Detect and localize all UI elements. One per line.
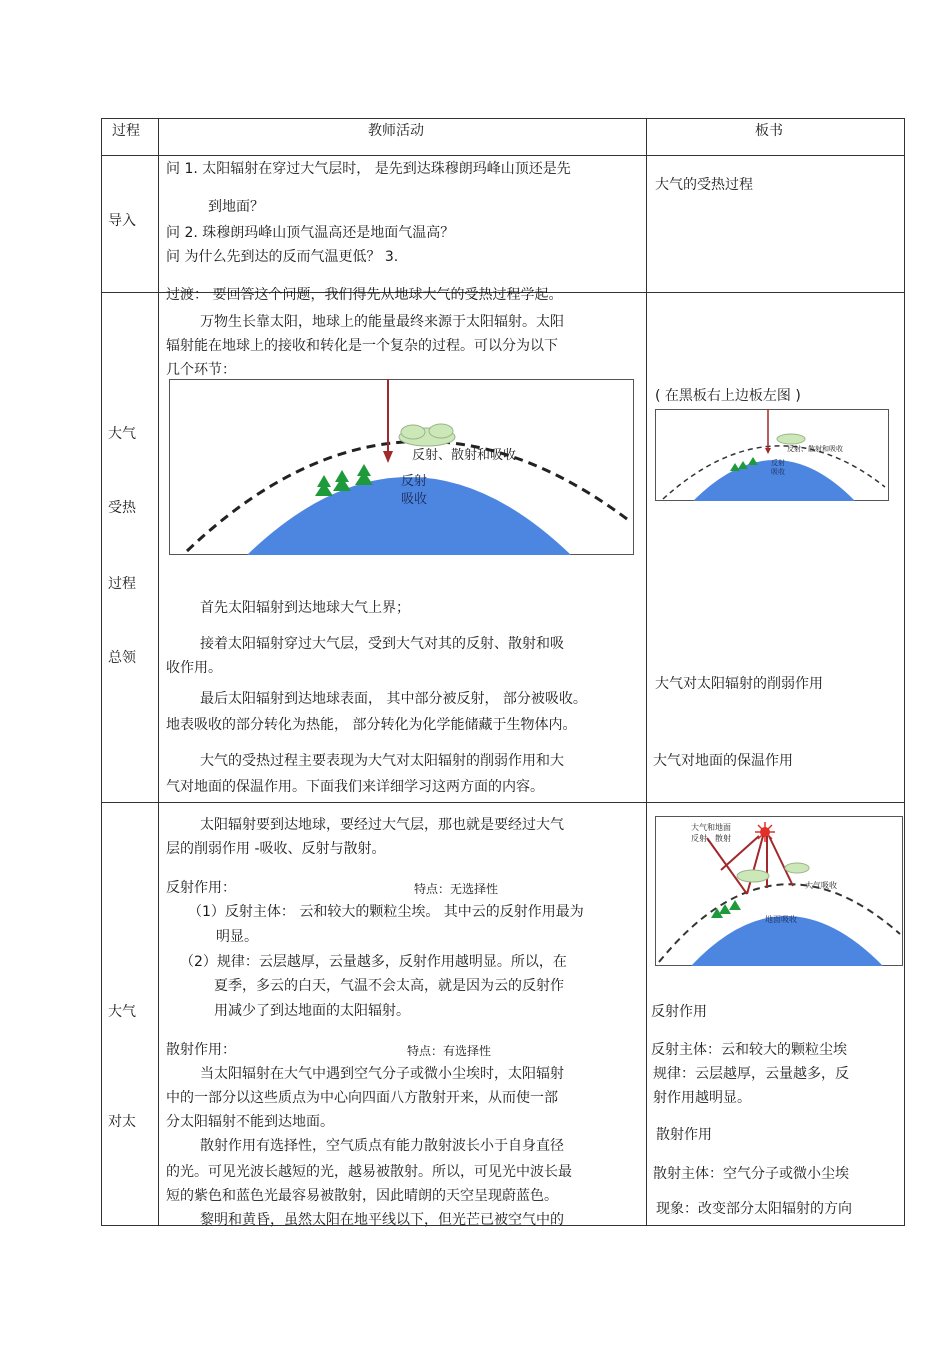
stage-row2-2: 受热: [108, 500, 136, 516]
scatter-line-6: 短的紫色和蓝色光最容易被散射，因此晴朗的天空呈现蔚蓝色。: [166, 1188, 558, 1204]
diagram-label-atmosphere: 反射、散射和吸收: [412, 448, 517, 463]
board-rule-2: 射作用越明显。: [653, 1090, 751, 1106]
intro-line-3: 几个环节：: [166, 362, 236, 378]
board-title: 大气的受热过程: [655, 177, 753, 193]
question-1: 问 1. 太阳辐射在穿过大气层时， 是先到达珠穆朗玛峰山顶还是先: [166, 161, 571, 177]
row3-intro-2: 层的削弱作用 -吸收、反射与散射。: [166, 841, 386, 857]
board-fig-label-3: 大气吸收: [805, 881, 837, 890]
board-diagram-label-absorb: 吸收: [771, 468, 785, 476]
diagram-label-absorb: 吸收: [401, 492, 428, 507]
scatter-line-4: 散射作用有选择性，空气质点有能力散射波长小于自身直径: [200, 1138, 564, 1154]
reflect-feature: 特点：无选择性: [414, 882, 499, 896]
reflect-item-2-cont-1: 夏季，多云的白天，气温不会太高，就是因为云的反射作: [214, 978, 564, 994]
reflect-item-2: （2）规律：云层越厚，云量越多，反射作用越明显。所以，在: [180, 954, 567, 970]
step-2: 接着太阳辐射穿过大气层，受到大气对其的反射、散射和吸: [200, 636, 564, 652]
reflect-item-1-cont: 明显。: [216, 929, 258, 945]
stage-row3-2: 对太: [108, 1114, 136, 1130]
question-3: 问 为什么先到达的反而气温更低？ 3.: [166, 249, 399, 265]
row3-intro-1: 太阳辐射要到达地球，要经过大气层，那也就是要经过大气: [200, 817, 564, 833]
scatter-feature: 特点：有选择性: [407, 1044, 492, 1058]
scatter-line-5: 的光。可见光波长越短的光，越易被散射。所以，可见光中波长最: [166, 1164, 572, 1180]
question-2: 问 2. 珠穆朗玛峰山顶气温高还是地面气温高？: [166, 225, 455, 241]
board-fig-label-4: 地面吸收: [765, 915, 797, 924]
scatter-line-2: 中的一部分以这些质点为中心向四面八方散射开来，从而使一部: [166, 1090, 558, 1106]
step-3: 最后太阳辐射到达地球表面， 其中部分被反射， 部分被吸收。: [200, 691, 587, 707]
intro-line-2: 辐射能在地球上的接收和转化是一个复杂的过程。可以分为以下: [166, 338, 558, 354]
transition-text: 过渡： 要回答这个问题，我们得先从地球大气的受热过程学起。: [166, 287, 563, 303]
board-diagram-label-atmosphere: 反射、散射和吸收: [787, 445, 843, 453]
stage-row2-4: 总领: [108, 650, 136, 666]
summary-line-1: 大气的受热过程主要表现为大气对太阳辐射的削弱作用和大: [200, 753, 564, 769]
header-process: 过程: [112, 123, 140, 139]
step-2-cont: 收作用。: [166, 660, 222, 676]
board-fig-label-1: 大气和地面: [691, 823, 731, 832]
board-reflect-main: 反射主体：云和较大的颗粒尘埃: [651, 1042, 847, 1058]
header-teacher-activity: 教师活动: [368, 123, 424, 139]
heating-process-diagram: [169, 379, 634, 555]
board-fig-label-2: 反射、散射: [691, 834, 731, 843]
board-weakening-diagram: [655, 816, 903, 966]
board-rule-1: 规律：云层越厚，云量越多，反: [653, 1066, 849, 1082]
reflect-title: 反射作用：: [166, 880, 236, 896]
reflect-item-1: （1）反射主体： 云和较大的颗粒尘埃。 其中云的反射作用最为: [188, 904, 584, 920]
diagram-label-reflect: 反射: [401, 474, 428, 489]
scatter-line-3: 分太阳辐射不能到达地面。: [166, 1114, 334, 1130]
step-3-cont: 地表吸收的部分转化为热能， 部分转化为化学能储藏于生物体内。: [166, 717, 577, 733]
board-phenomenon: 现象：改变部分太阳辐射的方向: [656, 1201, 852, 1217]
board-diagram-label-reflect: 反射: [771, 459, 785, 467]
board-heating-diagram: [655, 409, 889, 501]
sun-icon: [755, 822, 775, 842]
stage-intro: 导入: [108, 213, 136, 229]
scatter-title: 散射作用：: [166, 1042, 236, 1058]
scatter-line-1: 当太阳辐射在大气中遇到空气分子或微小尘埃时，太阳辐射: [200, 1066, 564, 1082]
board-reflect: 反射作用: [651, 1004, 707, 1020]
scatter-line-7: 黎明和黄昏，虽然太阳在地平线以下，但光芒已被空气中的: [200, 1212, 564, 1228]
board-scatter: 散射作用: [656, 1127, 712, 1143]
board-note: ( 在黑板右上边板左图 ): [655, 388, 801, 404]
stage-row3-1: 大气: [108, 1004, 136, 1020]
question-1-cont: 到地面？: [208, 199, 264, 215]
reflect-item-2-cont-2: 用减少了到达地面的太阳辐射。: [214, 1003, 410, 1019]
board-item-weakening: 大气对太阳辐射的削弱作用: [655, 676, 823, 692]
intro-line-1: 万物生长靠太阳，地球上的能量最终来源于太阳辐射。太阳: [200, 314, 564, 330]
board-item-insulation: 大气对地面的保温作用: [653, 753, 793, 769]
stage-row2-3: 过程: [108, 576, 136, 592]
step-1: 首先太阳辐射到达地球大气上界；: [200, 600, 410, 616]
header-board: 板书: [755, 123, 783, 139]
summary-line-2: 气对地面的保温作用。下面我们来详细学习这两方面的内容。: [166, 779, 544, 795]
stage-row2-1: 大气: [108, 426, 136, 442]
board-scatter-main: 散射主体：空气分子或微小尘埃: [653, 1166, 849, 1182]
